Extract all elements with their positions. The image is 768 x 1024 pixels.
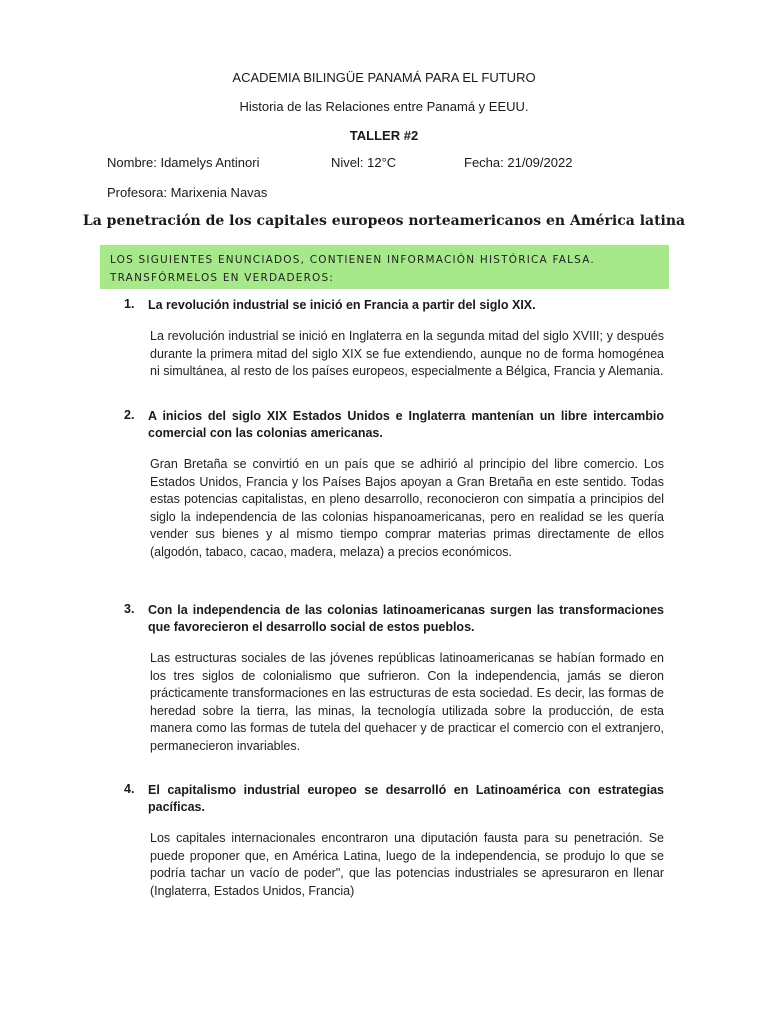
instructions-banner <box>100 245 669 289</box>
item-number: 1. <box>124 297 135 311</box>
page-title: La penetración de los capitales europeos norteamericanos en América latina <box>82 213 686 229</box>
false-statement: El capitalismo industrial europeo se desarrolló en Latinoamérica con estrategias pacíficas. <box>148 783 664 814</box>
corrected-answer: Los capitales internacionales encontraron una diputación fausta para su penetración. Se puede proponer que, en América Latina, luego de la independencia, se produjo lo que se podría tachar un vacío de poder", que las potencias industriales se apresuraron en llenar (Inglaterra, Estados Unidos, Francia) <box>150 831 664 898</box>
list-item <box>124 297 664 381</box>
corrected-answer: La revolución industrial se inició en Inglaterra en la segunda mitad del siglo XVIII; y después durante la primera mitad del siglo XIX se fue extendiendo, aunque no de forma homogénea ni simultánea, al resto de los países europeos, especialmente a Bélgica, Francia y Alemania. <box>150 329 664 378</box>
student-name: Nombre: Idamelys Antinori <box>107 155 260 170</box>
false-statement: A inicios del siglo XIX Estados Unidos e Inglaterra mantenían un libre intercambio comercial con las colonias americanas. <box>148 409 664 440</box>
false-statement: Con la independencia de las colonias latinoamericanas surgen las transformaciones que favorecieron el desarrollo social de estos pueblos. <box>148 603 664 634</box>
false-statement: La revolución industrial se inició en Francia a partir del siglo XIX. <box>148 298 536 312</box>
student-level: Nivel: 12°C <box>331 155 397 170</box>
item-number: 4. <box>124 782 135 796</box>
teacher-name: Profesora: Marixenia Navas <box>107 185 268 200</box>
school-name: ACADEMIA BILINGÜE PANAMÁ PARA EL FUTURO <box>232 70 536 85</box>
instructions-line-2: TRANSFÓRMELOS EN VERDADEROS: <box>110 272 335 284</box>
list-item <box>124 408 664 561</box>
corrected-answer: Las estructuras sociales de las jóvenes repúblicas latinoamericanas se habían formado en los tres siglos de colonialismo que sufrieron. Con la independencia, jamás se dieron prácticamente transformaciones en las estructuras de esta sociedad. Es decir, las formas de heredad sobre la tierra, las minas, la tecnología utilizada sobre la producción, de esta manera como las formas de tutela del quehacer y de practicar el comercio con el extranjero, permanecieron invariables. <box>150 651 664 753</box>
corrected-answer: Gran Bretaña se convirtió en un país que se adhirió al principio del libre comercio. Los Estados Unidos, Francia y los Países Bajos apoyan a Gran Bretaña en este sentido. Todas estas potencias capitalistas, en pleno desarrollo, reconocieron con simpatía a principios del siglo la independencia de las colonias hispanoamericanas, pero en realidad se les quería vender sus bienes y al mismo tiempo comprar materias primas directamente de ellos (algodón, tabaco, cacao, madera, melaza) a precios económicos. <box>150 457 664 559</box>
item-number: 3. <box>124 602 135 616</box>
instructions-line-1: LOS SIGUIENTES ENUNCIADOS, CONTIENEN INFORMACIÓN HISTÓRICA FALSA. <box>110 254 595 266</box>
list-item <box>124 602 664 755</box>
workshop-title: TALLER #2 <box>349 128 419 143</box>
document-date: Fecha: 21/09/2022 <box>464 155 573 170</box>
list-item <box>124 782 664 900</box>
course-title: Historia de las Relaciones entre Panamá y EEUU. <box>239 99 529 114</box>
item-number: 2. <box>124 408 135 422</box>
